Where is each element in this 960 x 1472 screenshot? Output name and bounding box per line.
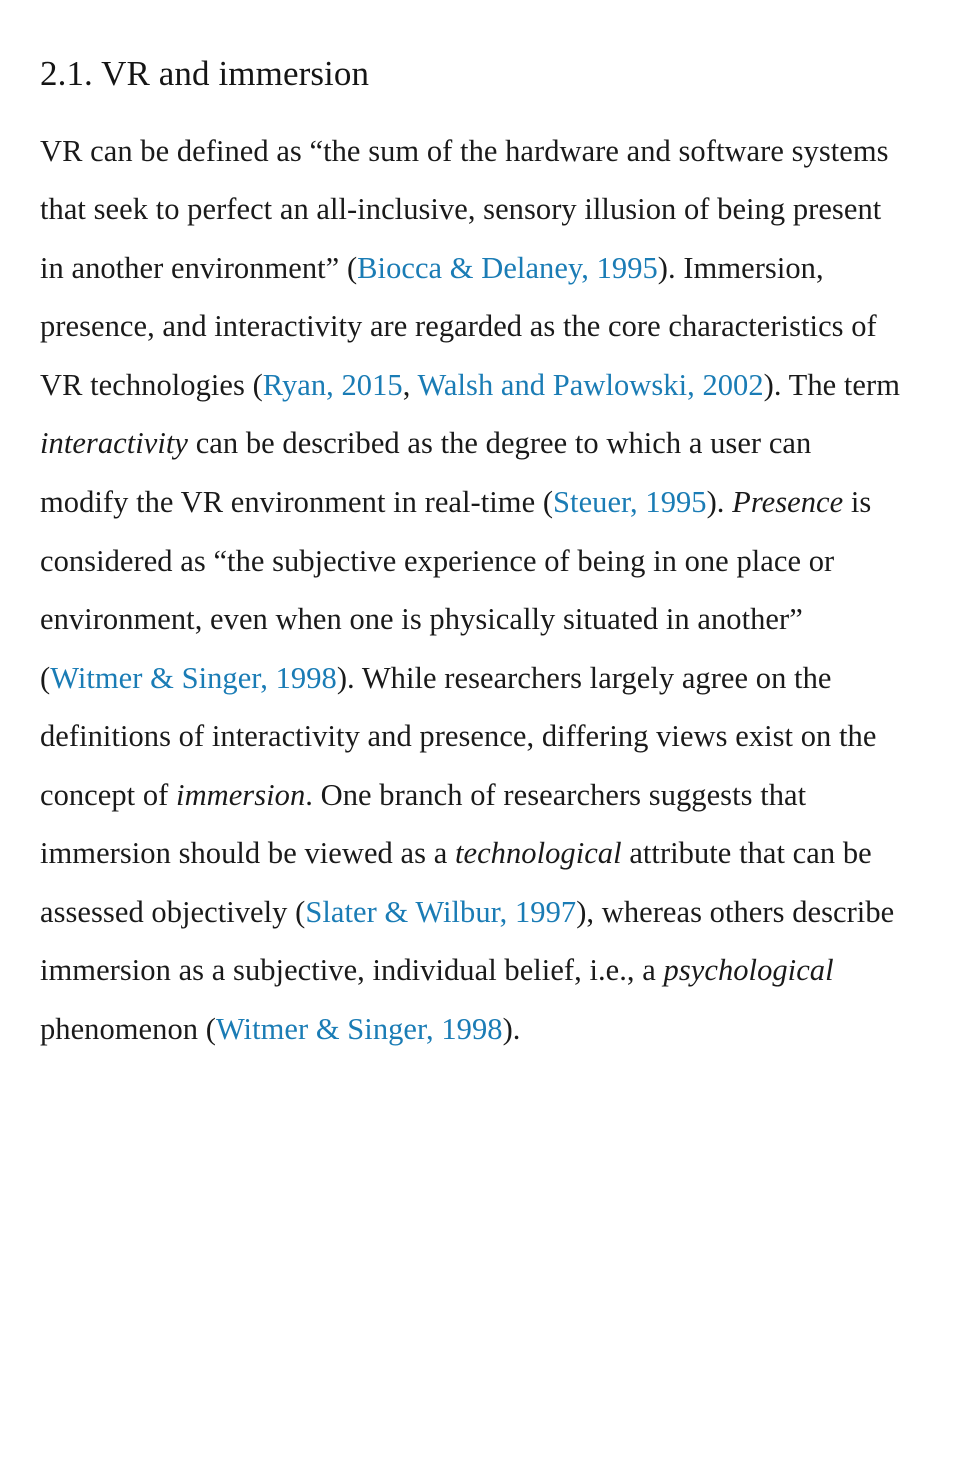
emphasis-presence: Presence: [732, 485, 844, 520]
citation-link-biocca-delaney-1995[interactable]: Biocca & Delaney, 1995: [357, 250, 658, 285]
emphasis-interactivity: interactivity: [40, 426, 189, 461]
paragraph-text-11: ), whereas others describe immersion as a subjective, individual belief, i.e., a: [40, 894, 895, 988]
paragraph-text-1: VR can be defined as “the sum of the hardware and software systems that seek to perfect an all-inclusive, sensory illusion of being present in another environment” (: [40, 133, 889, 285]
emphasis-technological: technological: [454, 836, 622, 871]
citation-link-witmer-singer-1998-second[interactable]: Witmer & Singer, 1998: [215, 1011, 503, 1046]
emphasis-psychological: psychological: [663, 953, 834, 988]
paragraph-text-10: attribute that can be assessed objectively (: [40, 836, 872, 929]
citation-link-witmer-singer-1998[interactable]: Witmer & Singer, 1998: [50, 660, 337, 695]
citation-link-slater-wilbur-1997[interactable]: Slater & Wilbur, 1997: [305, 894, 577, 929]
citation-link-walsh-pawlowski-2002[interactable]: Walsh and Pawlowski, 2002: [417, 367, 764, 402]
paragraph-text-12: phenomenon (: [40, 1011, 216, 1046]
paragraph-text-13: ).: [502, 1011, 521, 1046]
paragraph-text-4: ). The term: [763, 367, 900, 402]
citation-link-ryan-2015[interactable]: Ryan, 2015: [262, 367, 403, 402]
paragraph-text-3: ,: [402, 367, 418, 402]
paragraph-text-5: can be described as the degree to which a user can modify the VR environment in real-time (: [40, 426, 812, 520]
citation-link-steuer-1995[interactable]: Steuer, 1995: [553, 485, 707, 520]
emphasis-immersion: immersion: [176, 777, 306, 812]
paragraph-text-6: ).: [706, 485, 733, 520]
paragraph-text-2: ). Immersion, presence, and interactivity are regarded as the core characteristics of VR technologies (: [40, 250, 877, 402]
paragraph-text-8: ). While researchers largely agree on the definitions of interactivity and presence, differing views exist on the concept of: [40, 660, 877, 812]
body-paragraph: [40, 122, 904, 1059]
paragraph-text-7: is considered as “the subjective experience of being in one place or environment, even when one is physically situated in another” (: [40, 485, 872, 695]
paragraph-text-9: . One branch of researchers suggests that immersion should be viewed as a: [40, 777, 807, 871]
section-heading: 2.1. VR and immersion: [40, 54, 370, 93]
